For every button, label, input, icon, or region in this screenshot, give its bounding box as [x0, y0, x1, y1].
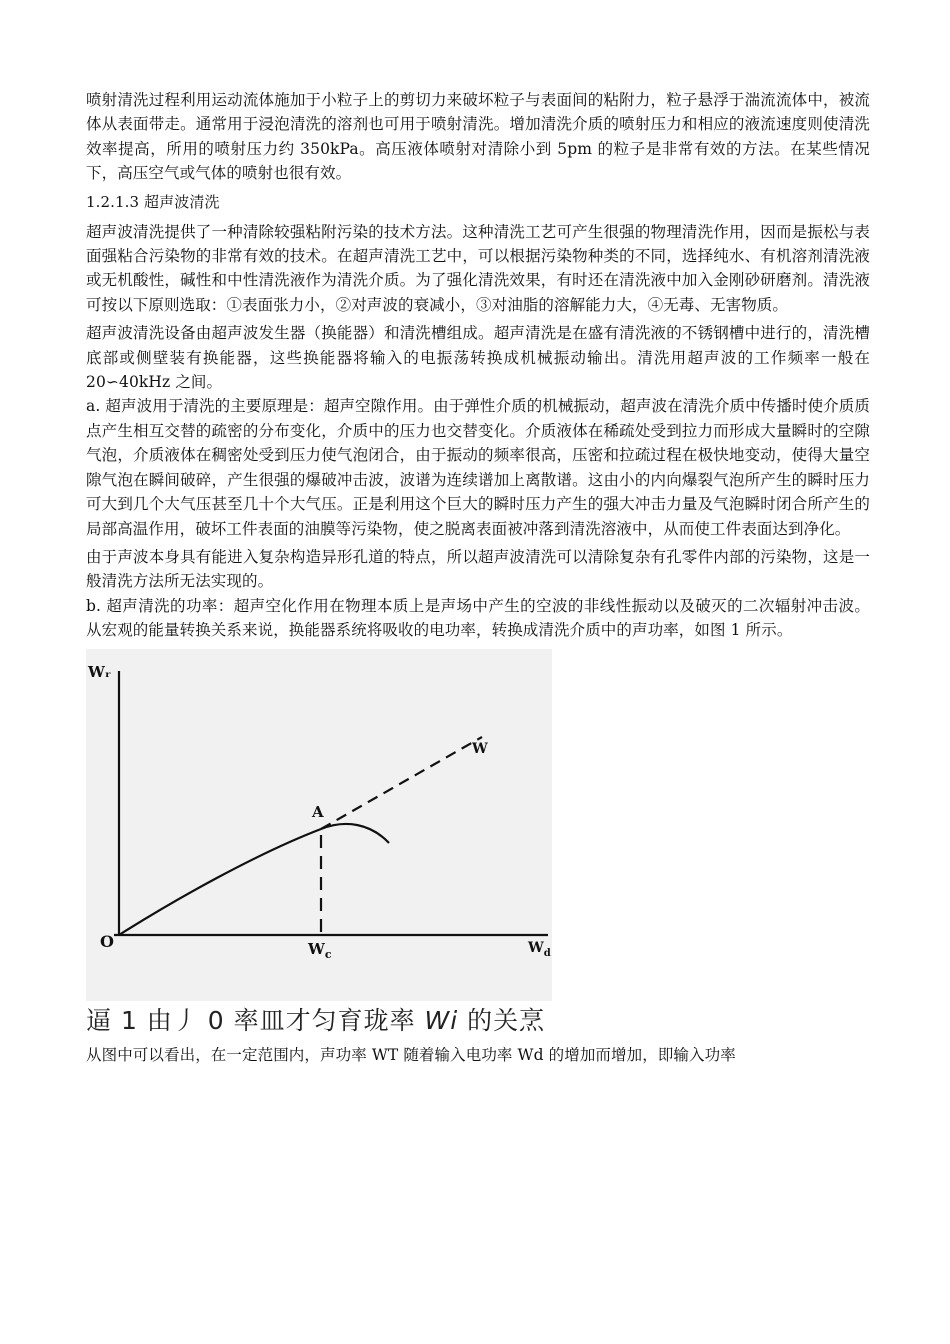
document-page [86, 88, 870, 1067]
linear-segment [119, 829, 321, 935]
paragraph-principle: a. 超声波用于清洗的主要原理是：超声空隙作用。由于弹性介质的机械振动，超声波在清洗介质中传播时使介质质点产生相互交替的疏密的分布变化，介质中的压力也交替变化。介质液体在稀疏处受到拉力而形成大量瞬时的空隙气泡，介质液体在稠密处受到压力使气泡闭合，由于振动的频率很高，压密和拉疏过程在极快地变动，使得大量空隙气泡在瞬间破碎，产生很强的爆破冲击波，波谱为连续谱加上离散谱。这由小的内向爆裂气泡所产生的瞬时压力可大到几个大气压甚至几十个大气压。正是利用这个巨大的瞬时压力产生的强大冲击力量及气泡瞬时闭合所产生的局部高温作用，破坏工件表面的油膜等污染物，使之脱离表面被冲落到清洗溶液中，从而使工件表面达到净化。 [86, 397, 870, 538]
section-heading: 1.2.1.3 超声波清洗 [86, 192, 220, 211]
figure-caption: 逼 1 由丿 0 率皿才匀育珑率 Wi 的关烹 [86, 1005, 546, 1035]
paragraph-power: b. 超声清洗的功率：超声空化作用在物理本质上是声场中产生的空波的非线性振动以及破灭的二次辐射冲击波。从宏观的能量转换关系来说，换能器系统将吸收的电功率，转换成清洗介质中的声功率，如图 1 所示。 [86, 596, 870, 640]
line-w-label: W [472, 740, 488, 757]
point-a-label: A [312, 802, 324, 821]
paragraph-conclusion: 从图中可以看出，在一定范围内，声功率 WT 随着输入电功率 Wd 的增加而增加，即输入功率 [86, 1045, 736, 1064]
paragraph-equipment: 超声波清洗设备由超声波发生器（换能器）和清洗槽组成。超声清洗是在盛有清洗液的不锈钢槽中进行的，清洗槽底部或侧壁装有换能器，这些换能器将输入的电振荡转换成机械振动输出。清洗用超声波的工作频率一般在 20∽40kHz 之间。 [86, 324, 870, 392]
paragraph-ultrasonic-intro: 超声波清洗提供了一种清除较强粘附污染的技术方法。这种清洗工艺可产生很强的物理清洗作用，因而是振松与表面强粘合污染物的非常有效的技术。在超声清洗工艺中，可以根据污染物种类的不同，选择纯水、有机溶剂清洗液或无机酸性，碱性和中性清洗液作为清洗介质。为了强化清洗效果，有时还在清洗液中加入金刚砂研磨剂。清洗液可按以下原则选取：①表面张力小，②对声波的衰减小，③对油脂的溶解能力大，④无毒、无害物质。 [86, 222, 870, 314]
power-curve [321, 823, 389, 842]
origin-label: O [100, 931, 114, 951]
x-axis-label: $W_d$ [528, 939, 551, 959]
threshold-tick-label: $W_c$ [308, 939, 332, 961]
extrapolated-line [321, 737, 482, 829]
figure-power-curve [86, 649, 552, 1001]
y-axis-label: Wᵣ [88, 662, 112, 681]
paragraph-complex-parts: 由于声波本身具有能进入复杂构造异形孔道的特点，所以超声波清洗可以清除复杂有孔零件内部的污染物，这是一般清洗方法所无法实现的。 [86, 547, 870, 591]
power-curve-diagram [86, 649, 552, 1001]
paragraph-jet-cleaning: 喷射清洗过程利用运动流体施加于小粒子上的剪切力来破坏粒子与表面间的粘附力，粒子悬浮于湍流流体中，被流体从表面带走。通常用于浸泡清洗的溶剂也可用于喷射清洗。增加清洗介质的喷射压力和相应的液流速度则使清洗效率提高，所用的喷射压力约 350kPa。高压液体喷射对清除小到 5pm 的粒子是非常有效的方法。在某些情况下，高压空气或气体的喷射也很有效。 [86, 91, 870, 183]
